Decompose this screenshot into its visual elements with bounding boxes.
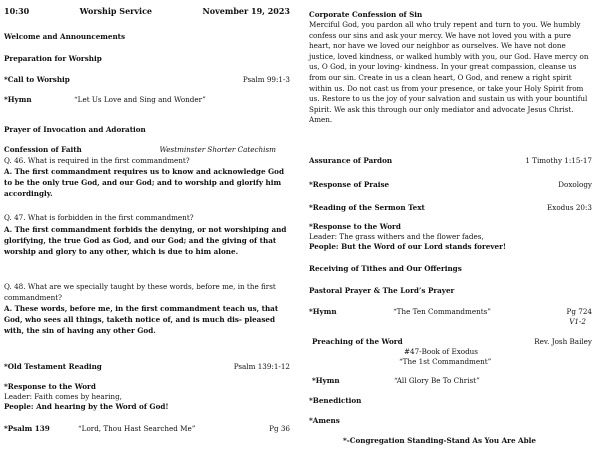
psalm-title: “Lord, Thou Hast Searched Me” [78, 424, 196, 433]
praise-row [309, 180, 592, 189]
hymn-1-label: *Hymn [4, 95, 32, 104]
confession-of-faith-row [4, 145, 290, 154]
hymn-2-page: Pg 724 [566, 307, 592, 316]
tithes-heading: Receiving of Tithes and Our Offerings [309, 264, 462, 273]
amens-heading: *Amens [309, 416, 340, 425]
preacher-name: Rev. Josh Bailey [534, 337, 592, 346]
hymn-1-title: “Let Us Love and Sing and Wonder” [74, 95, 206, 104]
call-to-worship-label: *Call to Worship [4, 75, 70, 84]
preparation-heading: Preparation for Worship [4, 54, 102, 63]
response-2-people-line: People: But the Word of our Lord stands forever! [309, 242, 507, 251]
service-time: 10:30 [4, 6, 30, 16]
standing-footnote: *-Congregation Standing-Stand As You Are Able [343, 436, 536, 445]
assurance-ref: 1 Timothy 1:15-17 [525, 156, 592, 165]
response-leader-line: Leader: Faith comes by hearing, [4, 392, 122, 401]
ot-reading-ref: Psalm 139:1-12 [233, 362, 290, 371]
hymn-3-title: “All Glory Be To Christ” [394, 376, 480, 385]
praise-ref: Doxology [558, 180, 592, 189]
hymn-2-title: “The Ten Commandments” [393, 307, 491, 316]
psalm-row [4, 424, 290, 433]
corporate-confession-text: Merciful God, you pardon all who truly repent and turn to you. We humbly confess our sins and ask your mercy. We have not loved you with a pure heart, nor have we loved our neighbor as ourselves. We have not done justice, loved kindness, or walked humbly with you, our God. Have mercy on us, O God, in your loving- kindness. In your great compassion, cleanse us from our sin. Create in us a clean heart, O God, and renew a right spirit within us. Do not cast us from your presence, or take your Holy Spirit from us. Restore to us the joy of your salvation and sustain us with your bountiful Spirit. We ask this through our only mediator and advocate Jesus Christ. Amen. [309, 20, 589, 125]
sermon-text-row [309, 203, 592, 212]
corporate-confession-heading: Corporate Confession of Sin [309, 10, 423, 19]
benediction-heading: *Benediction [309, 396, 362, 405]
hymn-row-2 [309, 307, 592, 316]
confession-of-faith-label: Confession of Faith [4, 145, 82, 154]
call-to-worship-ref: Psalm 99:1-3 [242, 75, 290, 84]
answer-48: A. These words, before me, in the first commandment teach us, that God, who sees all things, taketh notice of, and is much dis- pleased with, the sin of having any other God. [4, 304, 279, 335]
ot-reading-row [4, 362, 290, 371]
answer-46: A. The first commandment requires us to know and acknowledge God to be the only true God, and our God; and to worship and glorify him accordingly. [4, 167, 284, 198]
preaching-row [309, 337, 592, 346]
invocation-heading: Prayer of Invocation and Adoration [4, 125, 146, 134]
sermon-series: #47-Book of Exodus [404, 347, 478, 356]
ot-reading-label: *Old Testament Reading [4, 362, 102, 371]
response-people-line: People: And hearing by the Word of God! [4, 402, 169, 411]
hymn-row-1 [4, 95, 206, 104]
response-2-leader-line: Leader: The grass withers and the flower fades, [309, 232, 484, 241]
preaching-label: Preaching of the Word [312, 337, 403, 346]
bulletin-header [4, 6, 290, 16]
psalm-label: *Psalm 139 [4, 424, 50, 433]
pastoral-prayer-heading: Pastoral Prayer & The Lord’s Prayer [309, 286, 455, 295]
question-48: Q. 48. What are we specially taught by these words, before me, in the first commandment? [4, 282, 276, 302]
service-title: Worship Service [79, 6, 153, 16]
assurance-row [309, 156, 592, 165]
service-date: November 19, 2023 [202, 6, 290, 16]
hymn-2-label: *Hymn [309, 307, 337, 316]
answer-47: A. The first commandment forbids the denying, or not worshiping and glorifying, the true God as God, and our God; and the giving of that worship and glory to any other, which is due to him alone. [4, 225, 287, 256]
call-to-worship-row [4, 75, 290, 84]
assurance-label: Assurance of Pardon [309, 156, 393, 165]
hymn-2-verses: V1-2 [569, 317, 586, 326]
hymn-row-3 [312, 376, 480, 385]
welcome-heading: Welcome and Announcements [4, 32, 126, 41]
response-to-word-2-label: *Response to the Word [309, 222, 401, 231]
question-47: Q. 47. What is forbidden in the first commandment? [4, 213, 194, 222]
hymn-3-label: *Hymn [312, 376, 340, 385]
catechism-source: Westminster Shorter Catechism [159, 145, 276, 154]
sermon-text-label: *Reading of the Sermon Text [309, 203, 425, 212]
question-46: Q. 46. What is required in the first commandment? [4, 156, 190, 165]
sermon-title: “The 1st Commandment” [399, 357, 492, 366]
praise-label: *Response of Praise [309, 180, 390, 189]
response-to-word-label: *Response to the Word [4, 382, 96, 391]
psalm-page: Pg 36 [269, 424, 290, 433]
sermon-text-ref: Exodus 20:3 [547, 203, 592, 212]
